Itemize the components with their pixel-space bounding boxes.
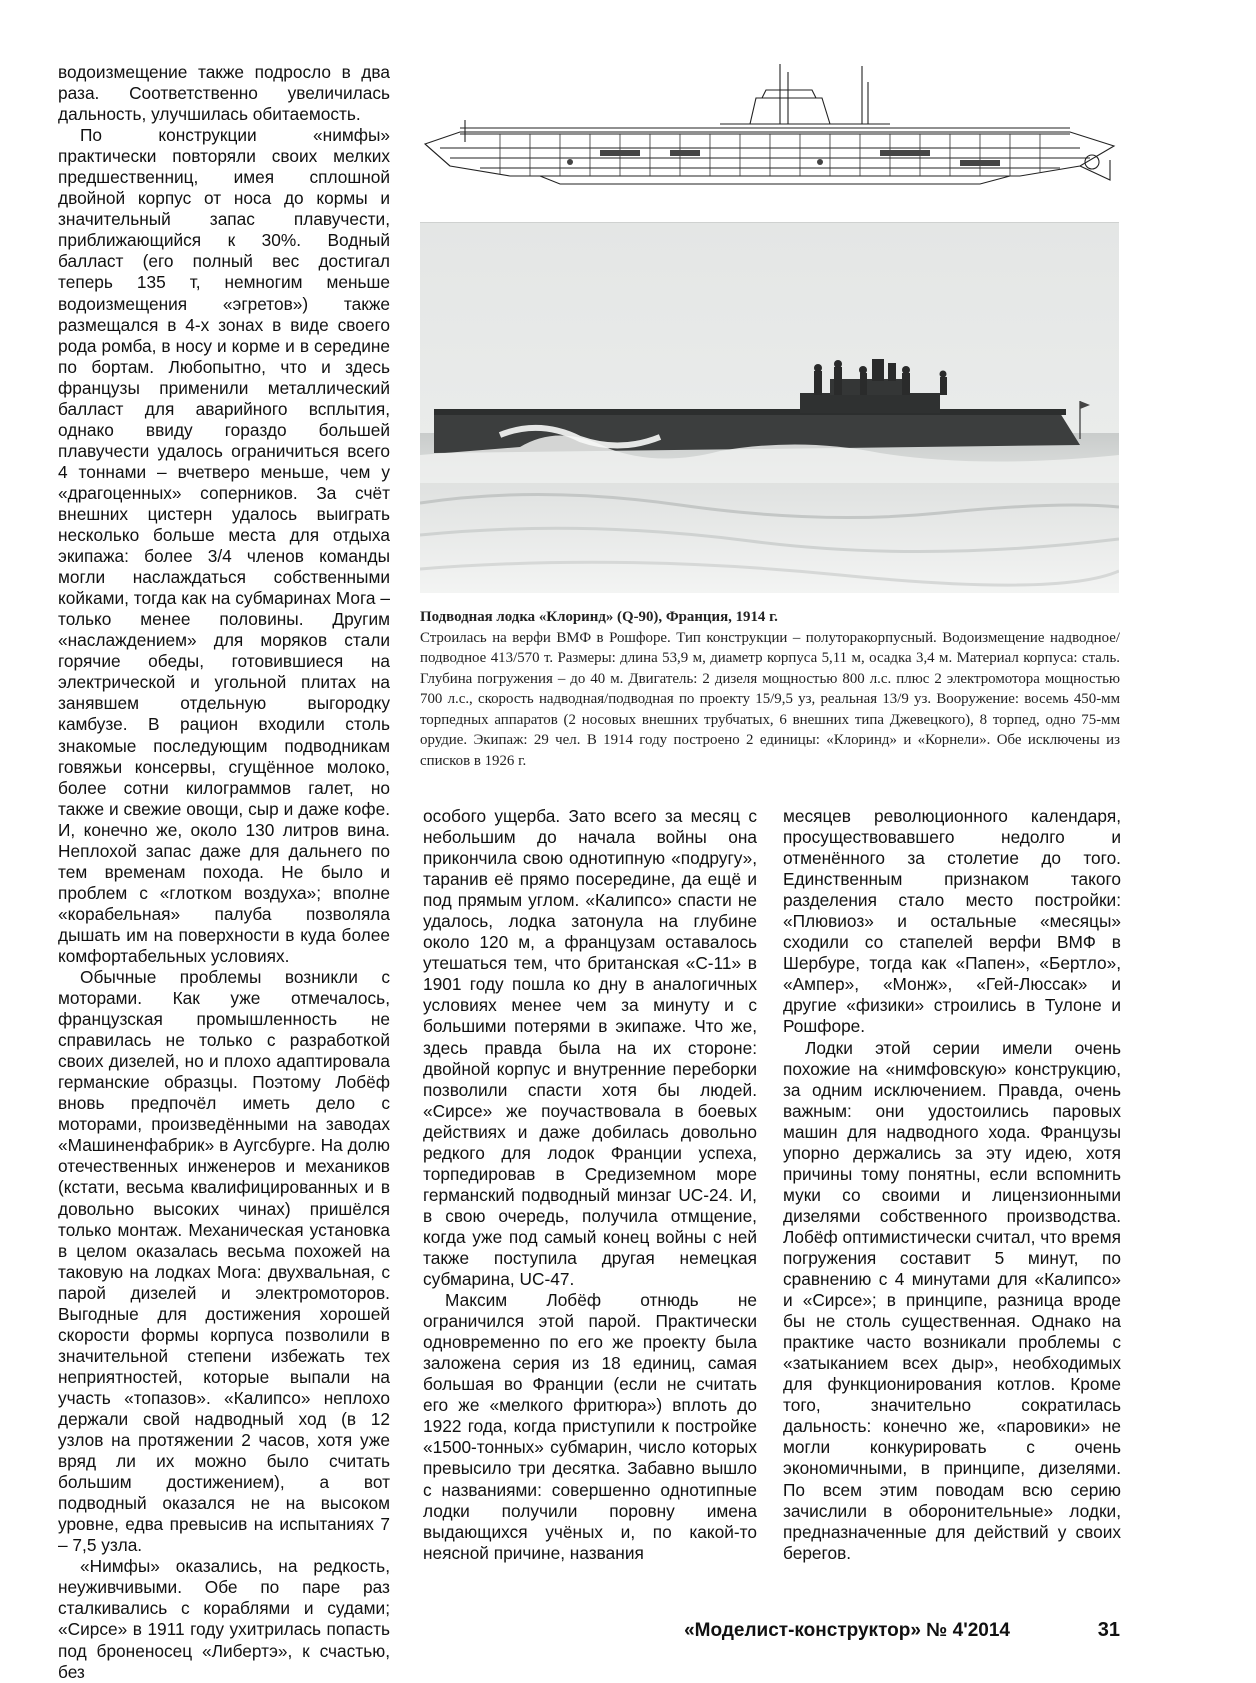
text-column-3: [783, 806, 1121, 1564]
page-number: 31: [1097, 1619, 1120, 1641]
paragraph: Обычные проблемы возникли с моторами. Как уже отмечалось, французская промышленность не справилась не только с разработкой своих дизелей, но и плохо адаптировала германские образцы. Поэтому Лобёф вновь предпочёл иметь дело с моторами, произведёнными на заводах «Машиненфабрик» в Аугсбурге. На долю отечественных инженеров и механиков (кстати, весьма квалифицированных и в довольно высоких чинах) пришёлся только монтаж. Механическая установка в целом оказалась весьма похожей на таковую на лодках Мога: двухвальная, с парой дизелей и электромоторов. Выгодные для достижения хорошей скорости формы корпуса позволили в значительной степени избежать тех неприятностей, которые выпали на участь «топазов». «Калипсо» неплохо держали свой надводный ход (в 12 узлов на протяжении 2 часов, хотя уже вряд ли их можно было считать большим достижением), а вот подводный оказался не на высоком уровне, едва превысив на испытаниях 7 – 7,5 узла.: [58, 967, 390, 1556]
photo-caption: [420, 607, 1120, 771]
paragraph: По конструкции «нимфы» практически повторяли своих мелких предшественниц, имея сплошной двойной корпус от носа до кормы и значительный запас плавучести, приближающийся к 30%. Водный балласт (его полный вес достигал теперь 135 т, немногим меньше водоизмещения «эгретов») также размещался в 4-х зонах в виде своего рода ромба, в носу и корме и в середине по бортам. Любопытно, что и здесь французы применили металлический балласт для аварийного всплытия, однако ввиду гораздо большей плавучести удалось ограничиться всего 4 тоннами – вчетверо меньше, чем у «драгоценных» соперников. За счёт внешних цистерн удалось выиграть несколько больше места для отдыха экипажа: более 3/4 членов команды могли наслаждаться собственными койками, тогда как на субмаринах Мога – только менее половины. Другим «наслаждением» для моряков стали горячие обеды, готовившиеся на электрической и угольной плитах на занявшем отдельную выгородку камбузе. В рацион входили столь знакомые последующим подводникам говяжьи консервы, сгущённое молоко, более сотни килограммов галет, но также и свежие овощи, сыр и даже кофе. И, конечно же, около 130 литров вина. Неплохой запас даже для дальнего по тем временам похода. Не было и проблем с «глотком воздуха»; вполне «корабельная» палуба позволяла дышать им на поверхности в куда более комфортабельных условиях.: [58, 125, 390, 966]
paragraph: особого ущерба. Зато всего за месяц с небольшим до начала войны она прикончила свою однотипную «подругу», таранив её прямо посередине, да ещё и под прямым углом. «Калипсо» спасти не удалось, лодка затонула на глубине около 120 м, а французам оставалось утешаться тем, что британская «С-11» в 1901 году пошла ко дну в аналогичных условиях менее чем за минуту и с большими потерями в экипаже. Что же, здесь правда была на их стороне: двойной корпус и внутренние переборки позволили спасти хотя бы людей. «Сирсе» же поучаствовала в боевых действиях и даже добилась довольно редкого для лодок Франции успеха, торпедировав в Средиземном море германский подводный минзаг UC-24. И, в свою очередь, получила отмщение, когда уже под самый конец войны с ней также поступила другая немецкая субмарина, UC-47.: [423, 806, 757, 1290]
text-column-1: [58, 62, 390, 1683]
paragraph: водоизмещение также подросло в два раза. Соответственно увеличилась дальность, улучшилась обитаемость.: [58, 62, 390, 125]
submarine-cutaway-drawing: [420, 62, 1120, 222]
submarine-photo: [420, 222, 1119, 593]
paragraph: «Нимфы» оказались, на редкость, неуживчивыми. Обе по паре раз сталкивались с кораблями и судами; «Сирсе» в 1911 году ухитрилась попасть под броненосец «Либертэ», к счастью, без: [58, 1556, 390, 1682]
text-column-2: [423, 806, 757, 1564]
magazine-title: «Моделист-конструктор» № 4'2014: [684, 1620, 1010, 1641]
paragraph: месяцев революционного календаря, просуществовавшего недолго и отменённого за столетие до того. Единственным признаком такого разделения стало место постройки: «Плювиоз» и остальные «месяцы» сходили со стапелей верфи ВМФ в Шербуре, тогда как «Папен», «Бертло», «Ампер», «Монж», «Гей-Люссак» и другие «физики» строились в Тулоне и Рошфоре.: [783, 806, 1121, 1037]
paragraph: Лодки этой серии имели очень похожие на «нимфовскую» конструкцию, за одним исключением. Правда, очень важным: они удостоились паровых машин для надводного хода. Французы упорно держались за эту идею, хотя причины тому понятны, если вспомнить муки со своими и лицензионными дизелями собственного производства. Лобёф оптимистически считал, что время погружения составит 5 минут, по сравнению с 4 минутами для «Калипсо» и «Сирсе»; в принципе, разница вроде бы не столь существенная. Однако на практике часто возникали проблемы с «затыканием всех дыр», необходимых для функционирования котлов. Кроме того, значительно сократилась дальность: конечно же, «паровики» не могли конкурировать с очень экономичными, в принципе, дизелями. По всем этим поводам всю серию зачислили в оборонительные» лодки, предназначенные для действий у своих берегов.: [783, 1037, 1121, 1563]
page-footer: [540, 1620, 1120, 1650]
caption-title: Подводная лодка «Клоринд» (Q-90), Франция, 1914 г.: [420, 609, 778, 625]
caption-body: Строилась на верфи ВМФ в Рошфоре. Тип конструкции – полуторакорпусный. Водоизмещение надводное/подводное 413/570 т. Размеры: длина 53,9 м, диаметр корпуса 5,11 м, осадка 3,4 м. Материал корпуса: сталь. Глубина погружения – до 40 м. Двигатель: 2 дизеля мощностью 800 л.с. плюс 2 электромотора мощностью 700 л.с., скорость надводная/подводная по проекту 15/9,5 уз, реальная 13/9 уз. Вооружение: восемь 450-мм торпедных аппаратов (2 носовых внешних трубчатых, 6 внешних типа Джевецкого), 8 торпед, одно 75-мм орудие. Экипаж: 29 чел. В 1914 году построено 2 единицы: «Клоринд» и «Корнели». Обе исключены из списков в 1926 г.: [420, 629, 1120, 769]
paragraph: Максим Лобёф отнюдь не ограничился этой парой. Практически одновременно по его же проекту была заложена серия из 18 единиц, самая большая во Франции (если не считать его же «мелкого фритюра») вплоть до 1922 года, когда приступили к постройке «1500-тонных» субмарин, число которых превысило три десятка. Забавно вышло с названиями: совершенно однотипные лодки получили поровну имена выдающихся учёных и, по какой-то неясной причине, названия: [423, 1290, 757, 1563]
